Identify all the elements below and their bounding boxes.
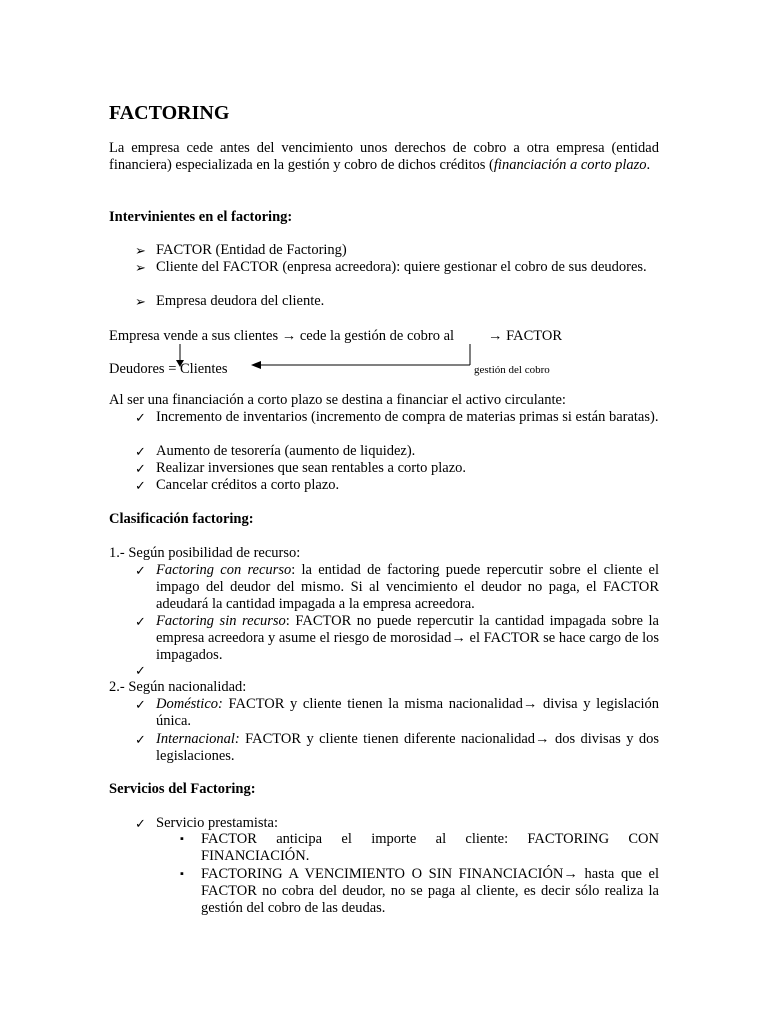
- flow-line-1-end: → FACTOR: [488, 328, 562, 344]
- check-icon: ✓: [135, 478, 146, 493]
- check-icon: ✓: [135, 461, 146, 476]
- check-icon: ✓: [135, 614, 146, 629]
- check-icon: ✓: [135, 697, 146, 712]
- list-item-sin-recurso: [156, 613, 659, 664]
- list-item-domestico: [156, 696, 659, 730]
- arrow-bullet-icon: ➢: [135, 260, 146, 275]
- page-title: FACTORING: [109, 102, 230, 124]
- internacional-label: Internacional:: [156, 731, 240, 747]
- left-arrow-head: [251, 361, 261, 369]
- flow-gestion-label: gestión del cobro: [474, 364, 550, 376]
- list-item: Cancelar créditos a corto plazo.: [156, 477, 340, 493]
- list-item: Aumento de tesorería (aumento de liquidez).: [156, 443, 416, 459]
- con-recurso-text: : la entidad de factoring puede repercutir sobre el cliente el impago del deudor del mismo. Si al vencimiento el deudor no paga, el FACTOR adeudará la cantidad impagada a la empresa acreedora.: [156, 562, 659, 612]
- list-item-internacional: [156, 731, 659, 765]
- clasificacion-sec2: 2.- Según nacionalidad:: [109, 679, 247, 695]
- check-icon: ✓: [135, 563, 146, 578]
- circulante-intro: Al ser una financiación a corto plazo se destina a financiar el activo circulante:: [109, 392, 566, 408]
- intervinientes-heading: Intervinientes en el factoring:: [109, 209, 293, 225]
- domestico-text: FACTOR y cliente tienen la misma nacionalidad→ divisa y legislación única.: [156, 696, 659, 729]
- intro-text: La empresa cede antes del vencimiento unos derechos de cobro a otra empresa (entidad financiera) especializada en la gestión y cobro de dichos créditos (: [109, 140, 659, 173]
- con-recurso-label: Factoring con recurso: [156, 562, 292, 578]
- intro-end: .: [646, 157, 651, 173]
- check-icon: ✓: [135, 816, 146, 831]
- sin-recurso-label: Factoring sin recurso: [156, 613, 286, 629]
- list-item: Servicio prestamista:: [156, 815, 279, 831]
- clasificacion-sec1: 1.- Según posibilidad de recurso:: [109, 545, 301, 561]
- flow-line-1: Empresa vende a sus clientes → cede la gestión de cobro al: [109, 328, 455, 344]
- arrow-bullet-icon: ➢: [135, 294, 146, 309]
- sub-list-item: FACTOR anticipa el importe al cliente: FACTORING CON FINANCIACIÓN.: [201, 831, 659, 864]
- list-item: Empresa deudora del cliente.: [156, 293, 325, 309]
- check-icon: ✓: [135, 444, 146, 459]
- square-bullet-icon: ▪: [180, 833, 184, 845]
- list-item: Realizar inversiones que sean rentables a corto plazo.: [156, 460, 467, 476]
- list-item: Incremento de inventarios (incremento de compra de materias primas si están baratas).: [156, 409, 659, 425]
- servicios-heading: Servicios del Factoring:: [109, 781, 256, 797]
- intro-italic: financiación a corto plazo: [493, 157, 647, 173]
- intro-paragraph: [109, 140, 659, 174]
- check-icon: ✓: [135, 410, 146, 425]
- check-icon: ✓: [135, 663, 146, 678]
- square-bullet-icon: ▪: [180, 868, 184, 880]
- internacional-text: FACTOR y cliente tienen diferente nacionalidad→ dos divisas y dos legislaciones.: [156, 731, 659, 764]
- list-item-con-recurso: [156, 562, 659, 613]
- list-item: FACTOR (Entidad de Factoring): [156, 242, 347, 258]
- clasificacion-heading: Clasificación factoring:: [109, 511, 254, 527]
- domestico-label: Doméstico:: [156, 696, 223, 712]
- flow-deudores: Deudores = Clientes: [109, 361, 228, 377]
- sin-recurso-text: : FACTOR no puede repercutir la cantidad impagada sobre la empresa acreedora y asume el riesgo de morosidad→ el FACTOR se hace cargo de los impagados.: [156, 613, 659, 663]
- check-icon: ✓: [135, 732, 146, 747]
- arrow-bullet-icon: ➢: [135, 243, 146, 258]
- list-item: Cliente del FACTOR (enpresa acreedora): quiere gestionar el cobro de sus deudores.: [156, 259, 647, 275]
- sub-list-item: FACTORING A VENCIMIENTO O SIN FINANCIACIÓN→ hasta que el FACTOR no cobra del deudor, no se paga al cliente, es decir sólo realiza la gestión del cobro de las deudas.: [201, 866, 659, 916]
